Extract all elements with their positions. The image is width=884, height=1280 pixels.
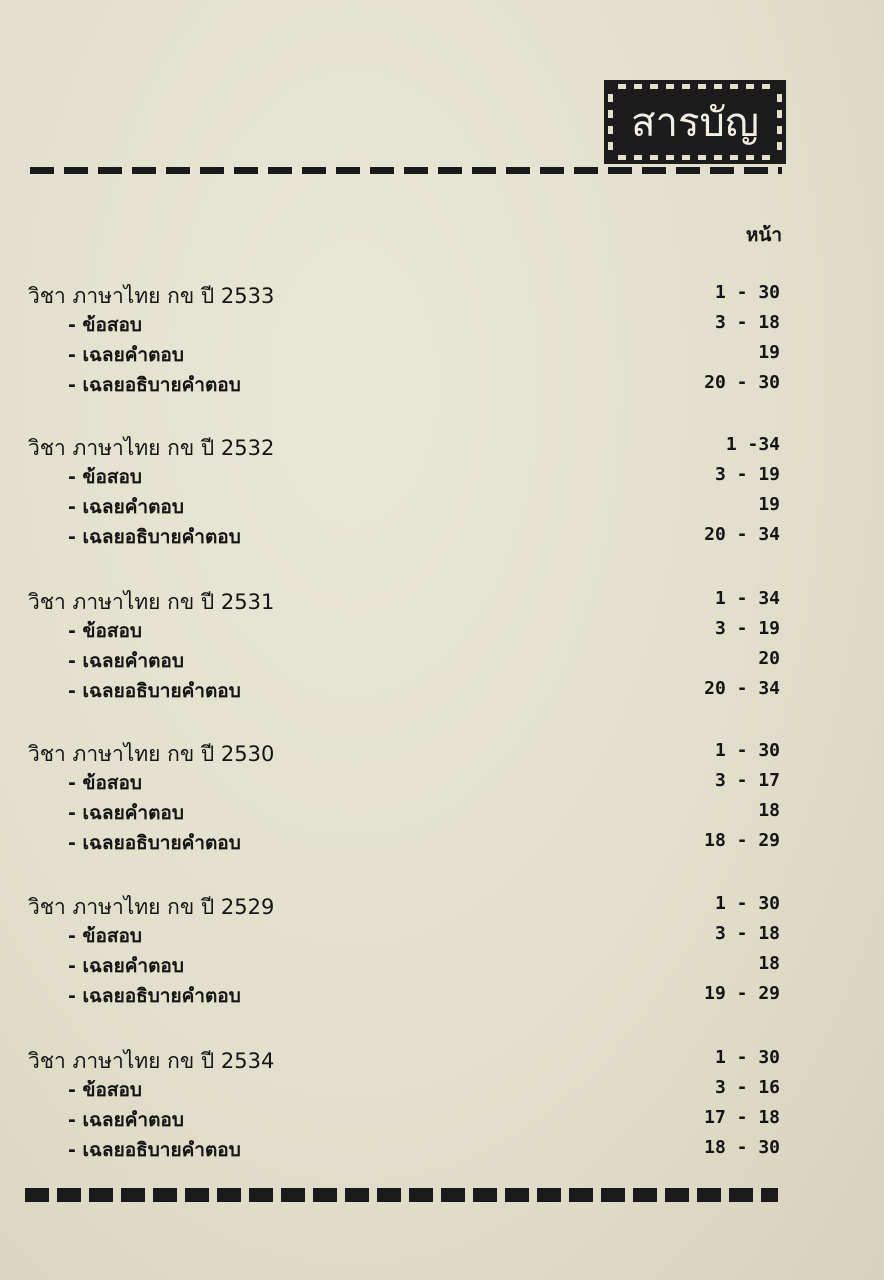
title-banner [604,80,786,164]
entry-page-range: 18 [758,800,780,821]
toc-entry [0,1075,884,1105]
entry-page-range: 20 [758,648,780,669]
toc-entry [0,798,884,828]
entry-label: - เฉลยคำตอบ [68,802,184,824]
toc-entry [0,676,884,706]
entry-label: - เฉลยอธิบายคำตอบ [68,985,241,1007]
entry-page-range: 3 - 19 [714,464,780,485]
toc-section [0,586,884,706]
entry-label: - เฉลยอธิบายคำตอบ [68,680,241,702]
toc-section-heading-row [0,280,884,310]
entry-label: - เฉลยคำตอบ [68,955,184,977]
toc-entry [0,951,884,981]
toc-section-heading-row [0,1045,884,1075]
page-title: สารบัญ [631,100,759,146]
page-column-header: หน้า [745,224,782,246]
entry-page-range: 20 - 30 [704,372,780,393]
entry-label: - เฉลยคำตอบ [68,344,184,366]
section-page-range: 1 - 30 [714,282,780,303]
section-page-range: 1 - 34 [714,588,780,609]
entry-label: - เฉลยคำตอบ [68,496,184,518]
toc-section-heading-row [0,891,884,921]
section-heading: วิชา ภาษาไทย กข ปี 2532 [28,436,275,460]
toc-entry [0,921,884,951]
entry-page-range: 20 - 34 [704,678,780,699]
entry-page-range: 3 - 18 [714,312,780,333]
entry-page-range: 3 - 16 [714,1077,780,1098]
toc-entry [0,310,884,340]
toc-section [0,891,884,1011]
toc-section-heading-row [0,432,884,462]
entry-page-range: 19 - 29 [704,983,780,1004]
entry-label: - เฉลยอธิบายคำตอบ [68,526,241,548]
entry-page-range: 18 [758,953,780,974]
section-page-range: 1 - 30 [714,893,780,914]
section-page-range: 1 - 30 [714,740,780,761]
entry-page-range: 3 - 17 [714,770,780,791]
toc-entry [0,370,884,400]
entry-label: - เฉลยอธิบายคำตอบ [68,374,241,396]
top-dashed-divider [30,167,782,174]
title-border-right [777,94,782,150]
title-border-bottom [618,155,772,160]
entry-page-range: 20 - 34 [704,524,780,545]
title-border-left [608,94,613,150]
toc-section-heading-row [0,586,884,616]
entry-label: - เฉลยคำตอบ [68,1109,184,1131]
section-heading: วิชา ภาษาไทย กข ปี 2529 [28,895,275,919]
toc-section [0,280,884,400]
section-heading: วิชา ภาษาไทย กข ปี 2530 [28,742,275,766]
entry-label: - เฉลยอธิบายคำตอบ [68,832,241,854]
bottom-dashed-divider [25,1188,778,1202]
entry-page-range: 3 - 19 [714,618,780,639]
toc-entry [0,462,884,492]
entry-label: - เฉลยคำตอบ [68,650,184,672]
entry-label: - ข้อสอบ [68,1079,142,1101]
entry-page-range: 3 - 18 [714,923,780,944]
toc-section-heading-row [0,738,884,768]
toc-entry [0,828,884,858]
toc-entry [0,492,884,522]
toc-entry [0,1105,884,1135]
toc-section [0,432,884,552]
toc-entry [0,768,884,798]
toc-entry [0,1135,884,1165]
entry-label: - ข้อสอบ [68,466,142,488]
toc-section [0,1045,884,1165]
toc-entry [0,981,884,1011]
entry-label: - ข้อสอบ [68,620,142,642]
toc-entry [0,616,884,646]
toc-section [0,738,884,858]
toc-entry [0,522,884,552]
entry-label: - ข้อสอบ [68,925,142,947]
entry-page-range: 19 [758,494,780,515]
section-page-range: 1 - 30 [714,1047,780,1068]
toc-entry [0,646,884,676]
entry-page-range: 18 - 29 [704,830,780,851]
entry-page-range: 18 - 30 [704,1137,780,1158]
entry-label: - ข้อสอบ [68,772,142,794]
toc-entry [0,340,884,370]
section-heading: วิชา ภาษาไทย กข ปี 2534 [28,1049,275,1073]
section-heading: วิชา ภาษาไทย กข ปี 2533 [28,284,275,308]
entry-label: - ข้อสอบ [68,314,142,336]
entry-page-range: 19 [758,342,780,363]
entry-label: - เฉลยอธิบายคำตอบ [68,1139,241,1161]
section-page-range: 1 -34 [725,434,780,455]
entry-page-range: 17 - 18 [704,1107,780,1128]
section-heading: วิชา ภาษาไทย กข ปี 2531 [28,590,275,614]
title-border-top [618,84,772,89]
